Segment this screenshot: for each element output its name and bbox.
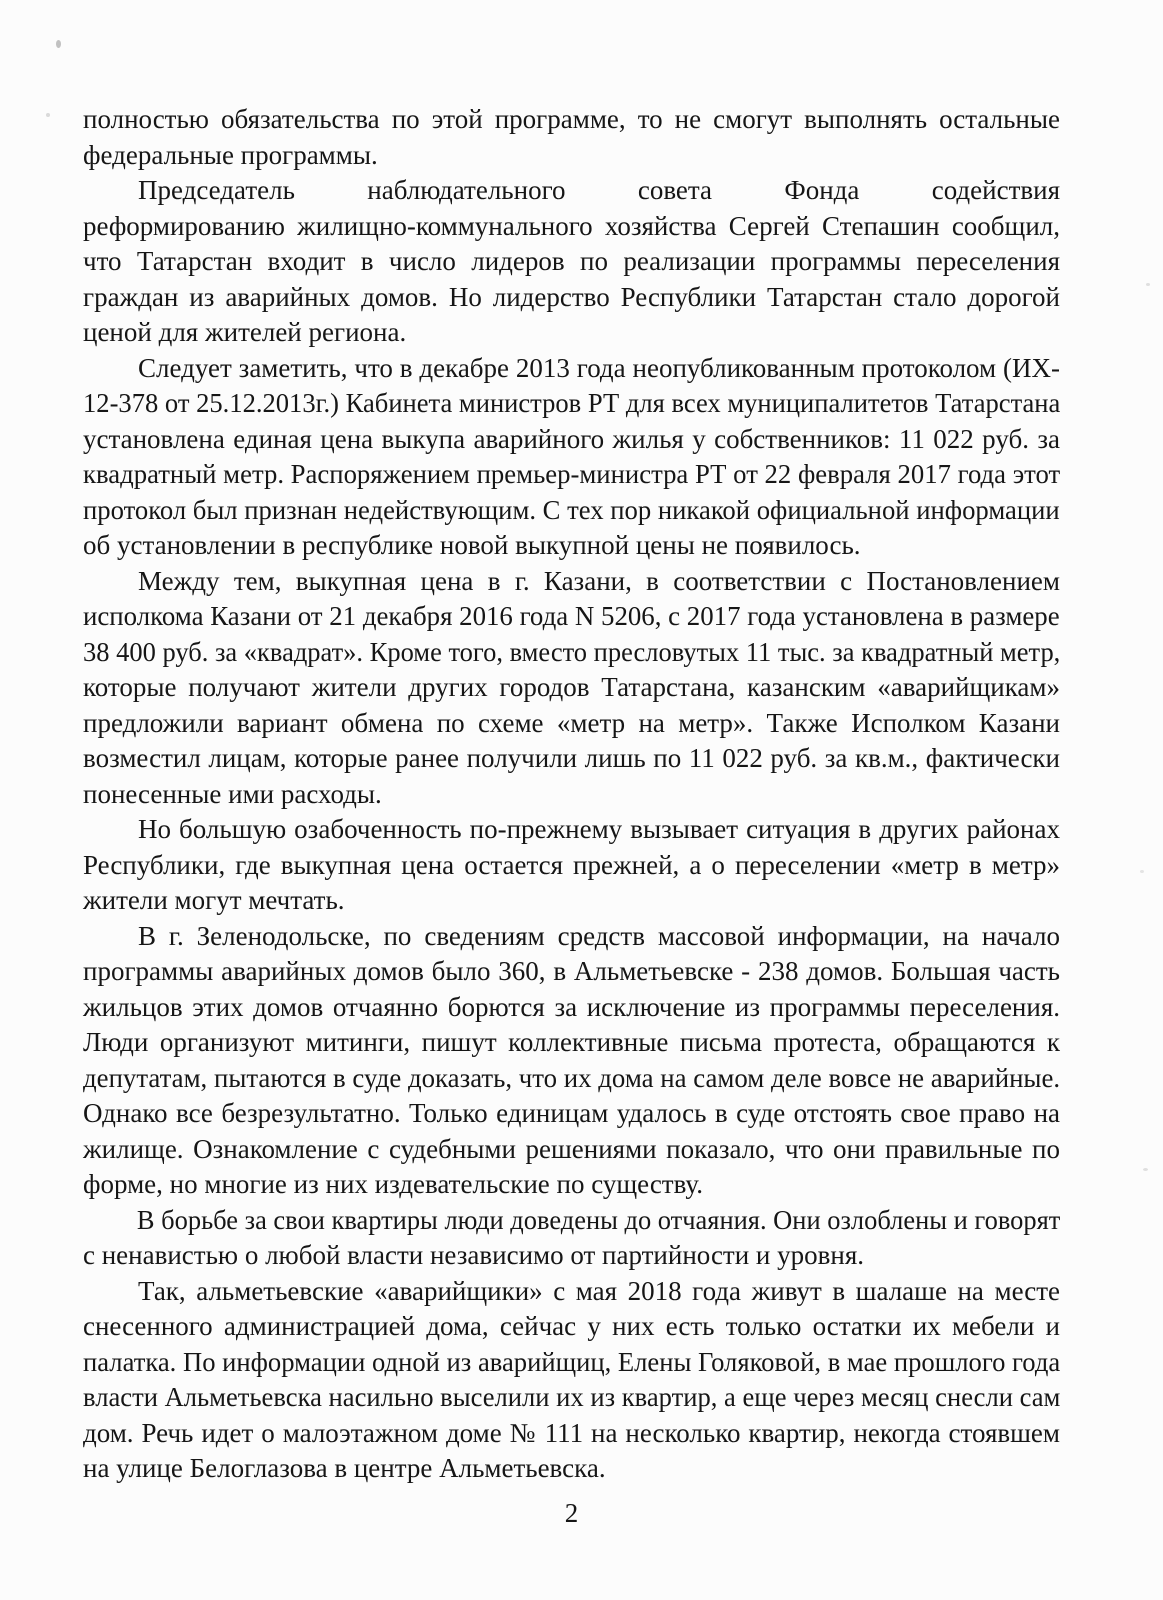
text-line: которые получают жители других городов Татарстана, казанским «аварийщикам»	[83, 672, 1060, 702]
text-line: об установлении в республике новой выкупной цены не появилось.	[83, 530, 861, 560]
text-line: квадратный метр. Распоряжением премьер-министра РТ от 22 февраля 2017 года этот	[83, 459, 1061, 489]
text-line: Однако все безрезультатно. Только единицам удалось в суде отстоять свое право на	[83, 1098, 1060, 1128]
text-line: снесенного администрацией дома, сейчас у них есть только остатки их мебели и	[83, 1311, 1060, 1341]
text-line: жильцов этих домов отчаянно борются за исключение из программы переселения.	[83, 991, 1060, 1022]
text-line: программы аварийных домов было 360, в Альметьевске - 238 домов. Большая часть	[83, 956, 1060, 986]
text-line: власти Альметьевска насильно выселили их из квартир, а еще через месяц снесли сам	[83, 1382, 1061, 1412]
text-line: жители могут мечтать.	[83, 885, 345, 915]
text-line: форме, но многие из них издевательские по существу.	[83, 1169, 703, 1199]
text-line: Но большую озабоченность по-прежнему вызывает ситуация в других районах	[138, 814, 1060, 844]
text-line: В борьбе за свои квартиры люди доведены до отчаяния. Они озлоблены и говорят	[136, 1204, 1061, 1235]
text-line: установлена единая цена выкупа аварийного жилья у собственников: 11 022 руб. за	[83, 423, 1060, 454]
text-line: на улице Белоглазова в центре Альметьевска.	[83, 1453, 606, 1483]
text-line: протокол был признан недействующим. С тех пор никакой официальной информации	[83, 494, 1060, 525]
text-line: 12-378 от 25.12.2013г.) Кабинета министров РТ для всех муниципалитетов Татарстана	[83, 388, 1061, 418]
scan-speck	[1143, 1168, 1148, 1171]
text-line: федеральные программы.	[83, 139, 378, 170]
text-line: Следует заметить, что в декабре 2013 года неопубликованным протоколом (ИХ-	[138, 352, 1060, 383]
text-line: В г. Зеленодольске, по сведениям средств массовой информации, на начало	[138, 920, 1060, 951]
text-line: жилище. Ознакомление с судебными решениями показало, что они правильные по	[83, 1133, 1060, 1164]
text-line: Так, альметьевские «аварийщики» с мая 2018 года живут в шалаше на месте	[138, 1275, 1060, 1306]
text-line: Между тем, выкупная цена в г. Казани, в соответствии с Постановлением	[138, 565, 1060, 596]
page-number: 2	[564, 1498, 579, 1528]
text-line: Республики, где выкупная цена остается прежней, а о переселении «метр в метр»	[83, 849, 1060, 880]
text-line: граждан из аварийных домов. Но лидерство Республики Татарстан стало дорогой	[83, 281, 1060, 312]
text-line: дом. Речь идет о малоэтажном доме № 111 на несколько квартир, некогда стоявшем	[83, 1417, 1060, 1448]
text-line: полностью обязательства по этой программе, то не смогут выполнять остальные	[83, 104, 1060, 134]
scan-speck	[1140, 870, 1144, 873]
text-line: ценой для жителей региона.	[83, 317, 407, 347]
text-line: депутатам, пытаются в суде доказать, что их дома на самом деле вовсе не аварийные.	[83, 1062, 1061, 1093]
text-line: исполкома Казани от 21 декабря 2016 года N 5206, с 2017 года установлена в размере	[83, 601, 1060, 631]
text-line: что Татарстан входит в число лидеров по реализации программы переселения	[83, 246, 1060, 276]
text-line: 38 400 руб. за «квадрат». Кроме того, вместо пресловутых 11 тыс. за квадратный метр,	[83, 636, 1061, 667]
document-body	[83, 102, 1060, 1487]
text-line: предложили вариант обмена по схеме «метр на метр». Также Исполком Казани	[83, 707, 1060, 738]
text-line: реформированию жилищно-коммунального хозяйства Сергей Степашин сообщил,	[83, 210, 1060, 241]
text-line: возместил лицам, которые ранее получили лишь по 11 022 руб. за кв.м., фактически	[83, 743, 1060, 773]
scan-speck	[56, 40, 61, 48]
text-line: Люди организуют митинги, пишут коллективные письма протеста, обращаются к	[83, 1027, 1060, 1057]
scan-speck	[46, 113, 50, 117]
text-line: понесенные ими расходы.	[83, 778, 382, 809]
scan-speck	[1146, 283, 1150, 286]
text-line: Председатель наблюдательного совета Фонда содействия	[138, 175, 1060, 205]
text-line: с ненавистью о любой власти независимо от партийности и уровня.	[83, 1240, 864, 1270]
text-line: палатка. По информации одной из аварийщиц, Елены Голяковой, в мае прошлого года	[83, 1346, 1061, 1377]
